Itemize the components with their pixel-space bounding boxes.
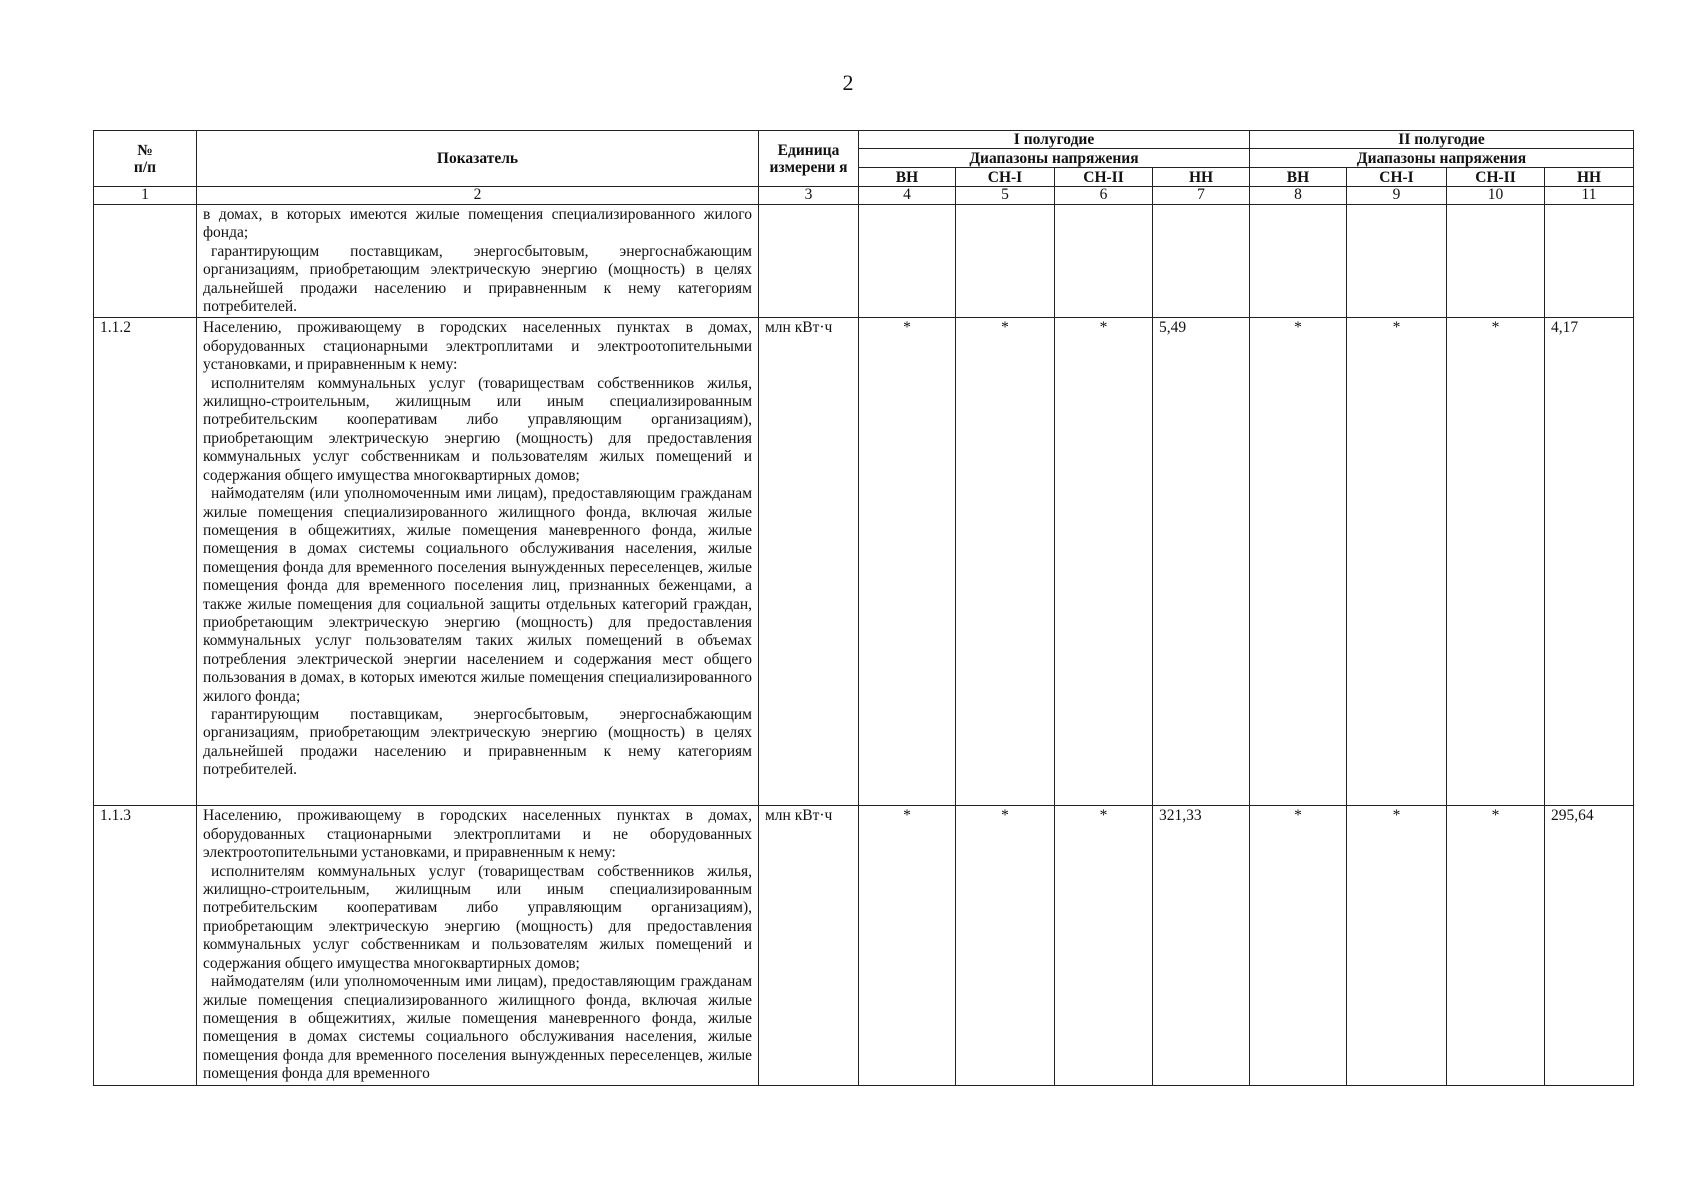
value-h2-sn1: *	[1347, 806, 1447, 1085]
header-voltage-ranges-1: Диапазоны напряжения	[859, 149, 1250, 168]
column-number-row	[94, 187, 1634, 205]
value-h1-sn2: *	[1055, 318, 1153, 806]
header-half-2: II полугодие	[1250, 131, 1634, 149]
value-h2-vn	[1250, 205, 1347, 318]
header-voltage-ranges-2: Диапазоны напряжения	[1250, 149, 1634, 168]
value-h2-vn: *	[1250, 806, 1347, 1085]
value-h2-vn: *	[1250, 318, 1347, 806]
page-number: 2	[842, 70, 854, 95]
column-number: 3	[759, 187, 859, 205]
description-paragraph: наймодателям (или уполномоченным ими лицам), предоставляющим гражданам жилые помещения специализированного жилищного фонда, включая жилые помещения в общежитиях, жилые помещения маневренного фонда, жилые помещения в домах системы социального обслуживания населения, жилые помещения фонда для временного поселения вынужденных переселенцев, жилые помещения фонда для временного поселения лиц, признанных беженцами, а также жилые помещения для социальной защиты отдельных категорий граждан, приобретающим электрическую энергию (мощность) для предоставления коммунальных услуг пользователям таких жилых помещений в объемах потребления электрической энергии населением и содержания мест общего пользования в домах, в которых имеются жилые помещения специализированного жилого фонда;	[203, 485, 752, 705]
description-paragraph: в домах, в которых имеются жилые помещения специализированного жилого фонда;	[203, 206, 752, 242]
description-paragraph: Населению, проживающему в городских населенных пунктах в домах, оборудованных стационарными электроплитами и электроотопительными установками, и приравненным к нему:	[203, 319, 752, 374]
header-unit: Единица измерени я	[759, 131, 859, 187]
header-no-abbr: п/п	[133, 158, 157, 176]
value-h2-sn1: *	[1347, 318, 1447, 806]
value-h2-sn2: *	[1447, 318, 1545, 806]
row-description	[197, 806, 759, 1085]
header-row-1	[94, 131, 1634, 149]
value-h2-sn1	[1347, 205, 1447, 318]
header-indicator: Показатель	[197, 131, 759, 187]
value-h1-sn1: *	[956, 318, 1055, 806]
row-number: 1.1.3	[94, 806, 197, 1085]
column-number: 10	[1447, 187, 1545, 205]
tariff-balance-table	[93, 130, 1634, 1086]
row-unit: млн кВт·ч	[759, 318, 859, 806]
value-h1-sn2	[1055, 205, 1153, 318]
value-h2-nn: 4,17	[1545, 318, 1634, 806]
header-sn1-2: СН-I	[1347, 168, 1447, 187]
table-row	[94, 318, 1634, 806]
column-number: 5	[956, 187, 1055, 205]
value-h2-sn2: *	[1447, 806, 1545, 1085]
value-h1-nn	[1153, 205, 1250, 318]
row-number: 1.1.2	[94, 318, 197, 806]
column-number: 6	[1055, 187, 1153, 205]
column-number: 4	[859, 187, 956, 205]
header-half-1: I полугодие	[859, 131, 1250, 149]
column-number: 2	[197, 187, 759, 205]
header-sn2-1: СН-II	[1055, 168, 1153, 187]
header-row-number	[94, 131, 197, 187]
column-number: 1	[94, 187, 197, 205]
value-h2-sn2	[1447, 205, 1545, 318]
table-row	[94, 205, 1634, 318]
column-number: 11	[1545, 187, 1634, 205]
column-number: 9	[1347, 187, 1447, 205]
description-paragraph: исполнителям коммунальных услуг (товариществам собственников жилья, жилищно-строительным, жилищным или иным специализированным потребительским кооперативам либо управляющим организациям), приобретающим электрическую энергию (мощность) для предоставления коммунальных услуг собственникам и пользователям жилых помещений и содержания общего имущества многоквартирных домов;	[203, 862, 752, 972]
header-vn-1: ВН	[859, 168, 956, 187]
value-h2-nn	[1545, 205, 1634, 318]
value-h1-sn2: *	[1055, 806, 1153, 1085]
value-h1-sn1	[956, 205, 1055, 318]
row-unit: млн кВт·ч	[759, 806, 859, 1085]
description-paragraph: Населению, проживающему в городских населенных пунктах в домах, оборудованных стационарными электроплитами и не оборудованных электроотопительными установками, и приравненным к нему:	[203, 807, 752, 862]
row-unit	[759, 205, 859, 318]
value-h1-nn: 5,49	[1153, 318, 1250, 806]
value-h1-nn: 321,33	[1153, 806, 1250, 1085]
description-paragraph: гарантирующим поставщикам, энергосбытовым, энергоснабжающим организациям, приобретающим электрическую энергию (мощность) в целях дальнейшей продажи населению и приравненным к нему категориям потребителей.	[203, 705, 752, 779]
header-sn1-1: СН-I	[956, 168, 1055, 187]
header-no-symbol: №	[137, 141, 153, 159]
row-description	[197, 318, 759, 806]
value-h1-vn: *	[859, 318, 956, 806]
row-number	[94, 205, 197, 318]
description-paragraph: исполнителям коммунальных услуг (товариществам собственников жилья, жилищно-строительным, жилищным или иным специализированным потребительским кооперативам либо управляющим организациям), приобретающим электрическую энергию (мощность) для предоставления коммунальных услуг собственникам и пользователям жилых помещений и содержания общего имущества многоквартирных домов;	[203, 374, 752, 484]
description-paragraph: гарантирующим поставщикам, энергосбытовым, энергоснабжающим организациям, приобретающим электрическую энергию (мощность) в целях дальнейшей продажи населению и приравненным к нему категориям потребителей.	[203, 242, 752, 316]
header-nn-2: НН	[1545, 168, 1634, 187]
header-vn-2: ВН	[1250, 168, 1347, 187]
header-nn-1: НН	[1153, 168, 1250, 187]
column-number: 7	[1153, 187, 1250, 205]
row-description	[197, 205, 759, 318]
value-h1-sn1: *	[956, 806, 1055, 1085]
description-paragraph: наймодателям (или уполномоченным ими лицам), предоставляющим гражданам жилые помещения специализированного жилищного фонда, включая жилые помещения в общежитиях, жилые помещения маневренного фонда, жилые помещения в домах системы социального обслуживания населения, жилые помещения фонда для временного поселения вынужденных переселенцев, жилые помещения фонда для временного	[203, 973, 752, 1083]
value-h1-vn	[859, 205, 956, 318]
table-row	[94, 806, 1634, 1085]
value-h2-nn: 295,64	[1545, 806, 1634, 1085]
column-number: 8	[1250, 187, 1347, 205]
value-h1-vn: *	[859, 806, 956, 1085]
header-sn2-2: СН-II	[1447, 168, 1545, 187]
